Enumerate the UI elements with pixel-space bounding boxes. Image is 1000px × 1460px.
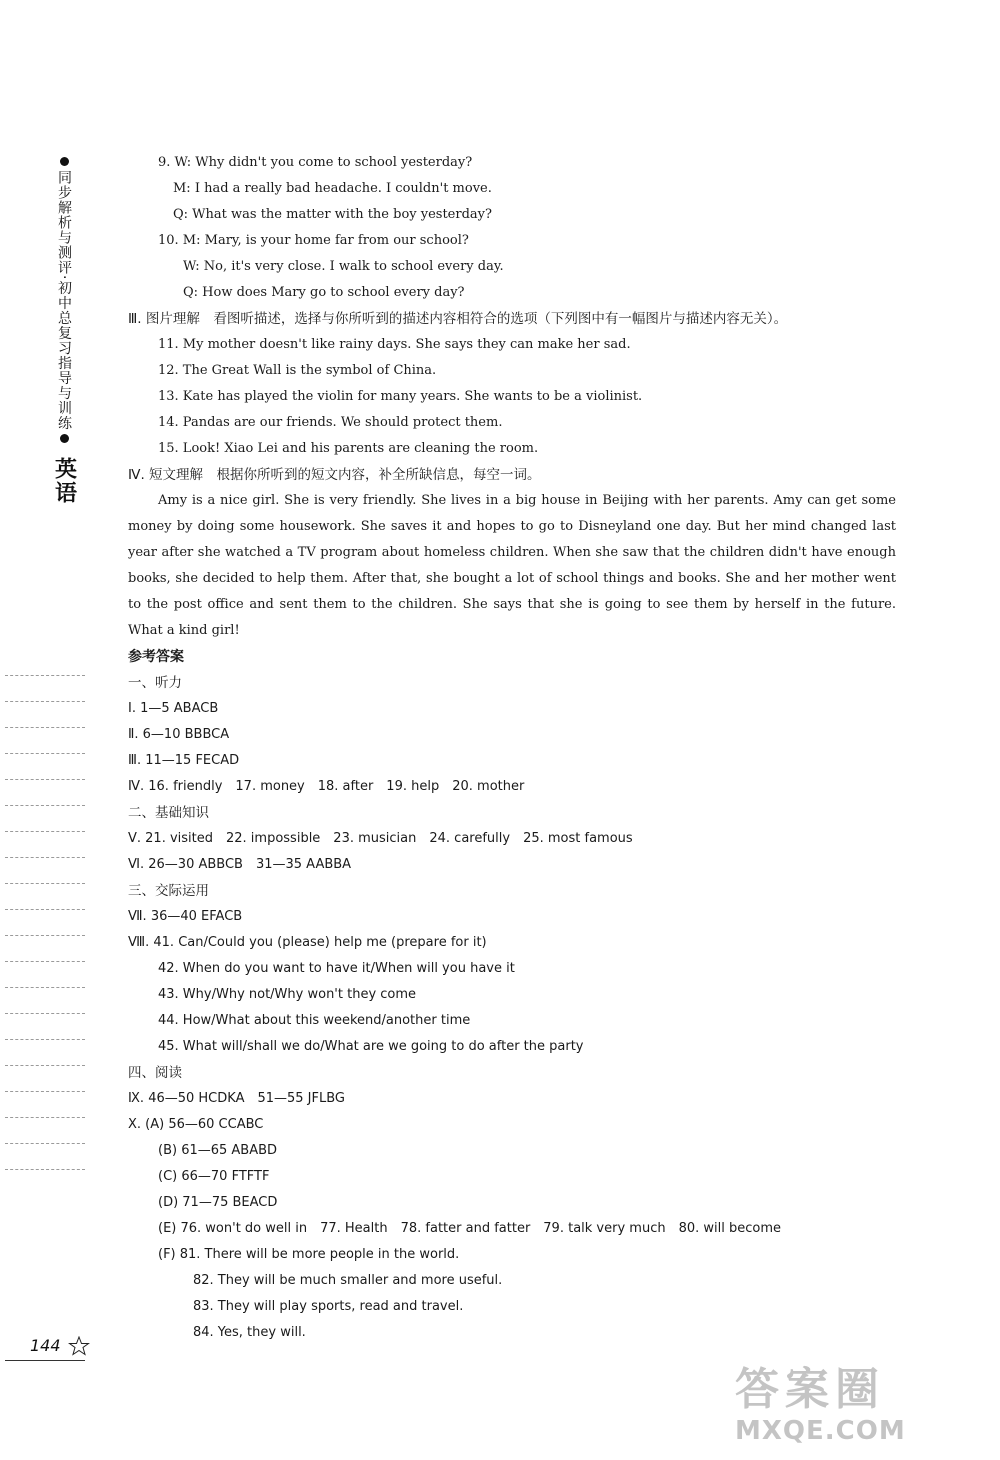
bullet-dot-bottom: [60, 434, 69, 443]
answer-line: Ⅵ. 26—30 ABBCB 31—35 AABBA: [128, 857, 352, 872]
answer-line: (C) 66—70 FTFTF: [158, 1169, 270, 1184]
answer-line: (B) 61—65 ABABD: [158, 1143, 278, 1158]
answer-heading: 四、阅读: [128, 1065, 182, 1081]
watermark-url: MXQE.COM: [735, 1416, 906, 1446]
bullet-dot-top: [60, 157, 69, 166]
section-title: Ⅳ. 短文理解 根据你所听到的短文内容，补全所缺信息，每空一词。: [128, 467, 541, 483]
answer-line: 82. They will be much smaller and more useful.: [193, 1273, 503, 1288]
script-line: Q: What was the matter with the boy yesterday?: [173, 207, 492, 222]
script-line: 15. Look! Xiao Lei and his parents are cleaning the room.: [158, 441, 539, 456]
answer-line: 42. When do you want to have it/When will you have it: [158, 961, 515, 976]
script-line: Q: How does Mary go to school every day?: [183, 285, 465, 300]
subject-label: 英语: [51, 457, 77, 506]
answer-heading: 一、听力: [128, 675, 182, 691]
sidebar: [50, 155, 78, 505]
script-line: 9. W: Why didn't you come to school yesterday?: [158, 155, 473, 170]
script-line: M: I had a really bad headache. I couldn't move.: [173, 181, 492, 196]
watermark-logo: [735, 1365, 990, 1453]
answer-line: 44. How/What about this weekend/another time: [158, 1013, 471, 1028]
script-line: 12. The Great Wall is the symbol of China.: [158, 363, 437, 378]
answer-line: Ⅲ. 11—15 FECAD: [128, 753, 240, 768]
answer-line: 43. Why/Why not/Why won't they come: [158, 987, 417, 1002]
answer-line: 83. They will play sports, read and travel.: [193, 1299, 464, 1314]
passage: Amy is a nice girl. She is very friendly. She lives in a big house in Beijing with her parents. Amy can get some money by doing some housework. She saves it and hopes to go to Disneyland one day. But her mind changed last year after she watched a TV program about homeless children. When she saw that the children didn't have enough books, she decided to help them. After that, she bought a lot of school things and books. She and her mother went to the post office and sent them to the children. She says that she is going to see them by herself in the future. What a kind girl!: [128, 493, 896, 638]
page-number: 144: [30, 1336, 61, 1355]
watermark-chinese: 答案圈: [735, 1364, 885, 1415]
script-line: 14. Pandas are our friends. We should protect them.: [158, 415, 503, 430]
answer-line: Ⅴ. 21. visited 22. impossible 23. musician 24. carefully 25. most famous: [128, 831, 633, 846]
answer-line: 45. What will/shall we do/What are we going to do after the party: [158, 1039, 584, 1054]
page-content: [128, 150, 896, 1346]
answer-line: Ⅸ. 46—50 HCDKA 51—55 JFLBG: [128, 1091, 345, 1106]
section-title: Ⅲ. 图片理解 看图听描述，选择与你所听到的描述内容相符合的选项（下列图中有一幅图片与描述内容无关）。: [128, 311, 788, 327]
answer-line: (F) 81. There will be more people in the world.: [158, 1247, 460, 1262]
answer-line: 84. Yes, they will.: [193, 1325, 306, 1340]
answer-line: Ⅶ. 36—40 EFACB: [128, 909, 243, 924]
margin-note-lines: [5, 650, 85, 1170]
answer-line: Ⅹ. (A) 56—60 CCABC: [128, 1117, 264, 1132]
answer-heading: 二、基础知识: [128, 805, 209, 821]
script-line: 10. M: Mary, is your home far from our school?: [158, 233, 469, 248]
answer-line: Ⅳ. 16. friendly 17. money 18. after 19. help 20. mother: [128, 779, 525, 794]
answer-line: Ⅰ. 1—5 ABACB: [128, 701, 219, 716]
script-line: 13. Kate has played the violin for many years. She wants to be a violinist.: [158, 389, 643, 404]
script-line: 11. My mother doesn't like rainy days. She says they can make her sad.: [158, 337, 631, 352]
answer-heading: 三、交际运用: [128, 883, 209, 899]
script-line: W: No, it's very close. I walk to school every day.: [183, 259, 504, 274]
page-number-rule: [5, 1360, 85, 1361]
answer-line: Ⅷ. 41. Can/Could you (please) help me (prepare for it): [128, 935, 487, 950]
star-icon: [68, 1336, 90, 1356]
answer-line: (E) 76. won't do well in 77. Health 78. fatter and fatter 79. talk very much 80. will become: [158, 1221, 781, 1236]
answers-title: 参考答案: [128, 649, 184, 665]
answer-line: Ⅱ. 6—10 BBBCA: [128, 727, 230, 742]
series-title: 同步解析与测评·初中总复习指导与训练: [56, 170, 72, 431]
answer-line: (D) 71—75 BEACD: [158, 1195, 278, 1210]
